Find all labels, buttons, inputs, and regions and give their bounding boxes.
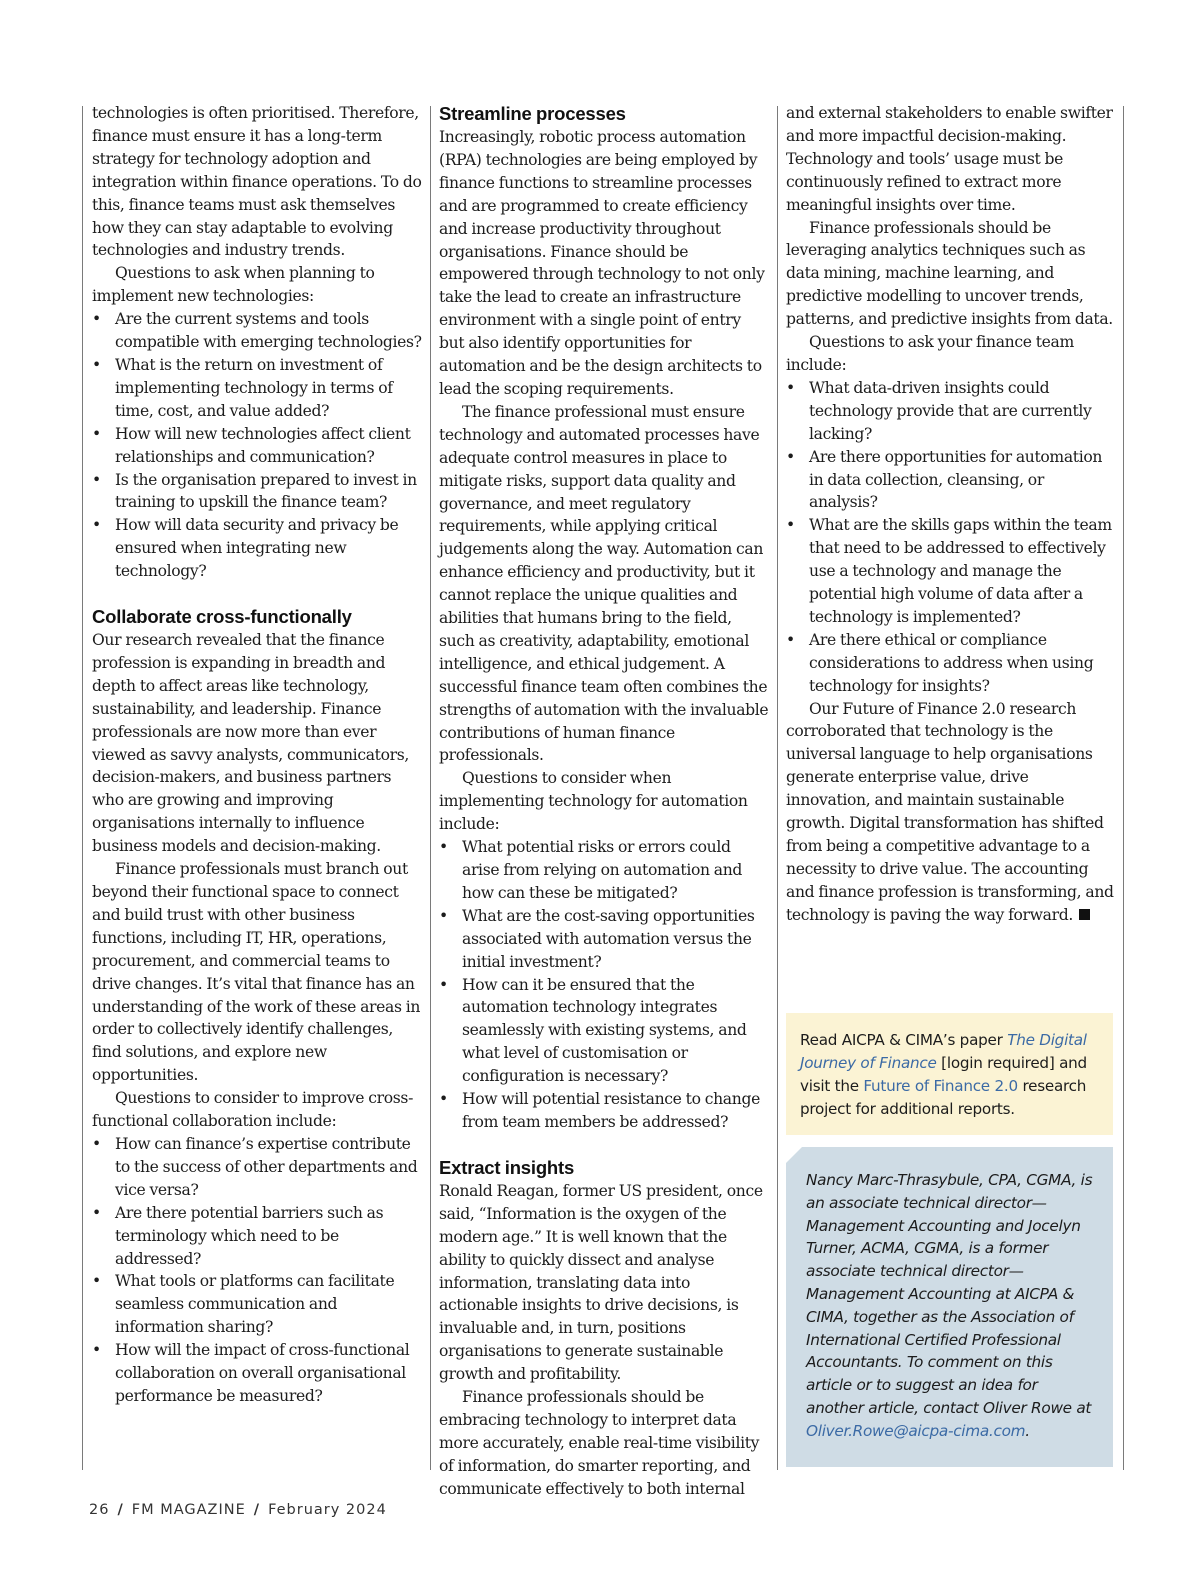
list-item-text: How can finance’s expertise contribute to the success of other departments and vice versa? xyxy=(115,1134,418,1199)
paragraph: Finance professionals should be leveraging analytics techniques such as data mining, machine learning, and predictive modelling to uncover trends, patterns, and predictive insights from data. xyxy=(786,218,1113,329)
list-item xyxy=(92,354,422,423)
magazine-name: FM MAGAZINE xyxy=(131,1502,246,1518)
bullet-icon: • xyxy=(92,470,101,489)
bullet-icon: • xyxy=(786,516,795,535)
issue-date: February 2024 xyxy=(268,1502,387,1518)
list-item xyxy=(92,1133,422,1202)
list-item xyxy=(92,514,422,583)
question-list xyxy=(786,377,1116,698)
bullet-icon: • xyxy=(786,378,795,397)
paragraph: technologies is often prioritised. Therefore, finance must ensure it has a long-term strategy for technology adoption and integration within finance operations. To do this, finance teams must ask themselves how they can stay adaptable to evolving technologies and industry trends. xyxy=(92,104,422,260)
list-item-text: What are the cost-saving opportunities associated with automation versus the initial investment? xyxy=(462,906,755,971)
column-rule-mid-left xyxy=(430,106,431,1470)
bullet-icon: • xyxy=(92,516,101,535)
paragraph: Ronald Reagan, former US president, once said, “Information is the oxygen of the modern age.” It is well known that the ability to quickly dissect and analyse information, translating data into actionable insights to drive decisions, is invaluable and, in turn, positions organisations to generate sustainable growth and profitability. xyxy=(439,1181,763,1384)
list-item-text: What potential risks or errors could arise from relying on automation and how can these be mitigated? xyxy=(462,838,743,902)
column-rule-mid-right xyxy=(777,106,778,1470)
article-column-2 xyxy=(439,102,769,1501)
author-bio-end: . xyxy=(1025,1421,1030,1440)
bullet-icon: • xyxy=(439,906,448,925)
article-column-1 xyxy=(92,102,422,1408)
section-heading: Streamline processes xyxy=(439,103,626,124)
paragraph: Finance professionals should be embracing technology to interpret data more accurately, enable real-time visibility of information, do smarter reporting, and communicate effectively to both internal xyxy=(439,1388,760,1498)
column-rule-right xyxy=(1123,106,1124,1470)
question-list xyxy=(439,836,769,1134)
bullet-icon: • xyxy=(92,310,101,329)
list-item-text: How will data security and privacy be ensured when integrating new technology? xyxy=(115,516,399,581)
list-item-text: How will new technologies affect client relationships and communication? xyxy=(115,424,411,466)
further-reading-callout xyxy=(786,1013,1113,1135)
end-mark-icon xyxy=(1079,909,1090,920)
bullet-icon: • xyxy=(92,355,101,374)
paragraph: Questions to consider to improve cross-functional collaboration include: xyxy=(92,1089,413,1131)
bullet-icon: • xyxy=(92,1203,101,1222)
page-footer xyxy=(89,1502,387,1518)
list-item-text: Is the organisation prepared to invest in training to upskill the finance team? xyxy=(115,470,417,512)
section-heading: Collaborate cross-functionally xyxy=(92,606,352,628)
list-item-text: What data-driven insights could technology provide that are currently lacking? xyxy=(809,378,1092,443)
bullet-icon: • xyxy=(786,447,795,466)
article-column-3 xyxy=(786,102,1116,927)
paragraph: Questions to ask when planning to implement new technologies: xyxy=(92,264,375,306)
bullet-icon: • xyxy=(439,975,448,994)
callout-text: [login required] and visit the xyxy=(800,1054,1087,1095)
list-item-text: Are the current systems and tools compatible with emerging technologies? xyxy=(115,310,422,352)
list-item xyxy=(786,514,1116,629)
paragraph: and external stakeholders to enable swifter and more impactful decision-making. Technology and tools’ usage must be continuously refined to extract more meaningful insights over time. xyxy=(786,104,1113,214)
page-number: 26 xyxy=(89,1502,110,1518)
list-item xyxy=(92,308,422,354)
callout-text: research project for additional reports. xyxy=(800,1077,1087,1118)
list-item xyxy=(92,1202,422,1271)
list-item-text: How will the impact of cross-functional collaboration on overall organisational performance be measured? xyxy=(115,1341,410,1405)
list-item xyxy=(92,1339,422,1408)
list-item xyxy=(439,905,769,974)
paragraph: Increasingly, robotic process automation (RPA) technologies are being employed by finance functions to streamline processes and are programmed to create efficiency and increase productivity throughout organisations. Finance should be empowered through technology to not only take the lead to create an infrastructure environment with a single point of entry but also identify opportunities for automation and be the design architects to lead the scoping requirements. xyxy=(439,128,765,398)
list-item xyxy=(439,1088,769,1134)
list-item-text: Are there opportunities for automation in data collection, cleansing, or analysis? xyxy=(809,447,1103,512)
bullet-icon: • xyxy=(92,1134,101,1153)
bullet-icon: • xyxy=(92,424,101,443)
list-item xyxy=(92,1270,422,1339)
paragraph: Questions to consider when implementing technology for automation include: xyxy=(439,769,748,834)
list-item-text: Are there ethical or compliance considerations to address when using technology for insights? xyxy=(809,630,1094,695)
section-heading: Extract insights xyxy=(439,1156,575,1178)
list-item xyxy=(92,469,422,515)
bullet-icon: • xyxy=(92,1272,101,1291)
bullet-icon: • xyxy=(439,1090,448,1109)
digital-journey-link[interactable]: The Digital Journey of Finance xyxy=(800,1031,1087,1072)
future-of-finance-link[interactable]: Future of Finance 2.0 xyxy=(863,1077,1018,1095)
list-item xyxy=(786,629,1116,698)
callout-text: Read AICPA & CIMA’s paper xyxy=(800,1031,1008,1049)
contact-email-link[interactable]: Oliver.Rowe@aicpa-cima.com xyxy=(806,1421,1026,1440)
footer-separator: / xyxy=(253,1502,261,1518)
list-item-text: Are there potential barriers such as terminology which need to be addressed? xyxy=(115,1203,384,1268)
paragraph: The finance professional must ensure technology and automated processes have adequate control measures in place to mitigate risks, support data quality and governance, and meet regulatory requirements, while applying critical judgements along the way. Automation can enhance efficiency and productivity, but it cannot replace the unique qualities and abilities that humans bring to the field, such as creativity, adaptability, emotional intelligence, and ethical judgement. A successful finance team often combines the strengths of automation with the invaluable contributions of human finance professionals. xyxy=(439,402,769,765)
bullet-icon: • xyxy=(786,630,795,649)
list-item xyxy=(439,974,769,1089)
list-item xyxy=(786,377,1116,446)
question-list xyxy=(92,308,422,583)
paragraph: Questions to ask your finance team include: xyxy=(786,333,1074,374)
bullet-icon: • xyxy=(92,1341,101,1360)
bullet-icon: • xyxy=(439,838,448,857)
list-item xyxy=(92,423,422,469)
paragraph-final xyxy=(786,698,1116,927)
column-rule-left xyxy=(82,106,83,1470)
question-list xyxy=(92,1133,422,1408)
list-item-text: How can it be ensured that the automation technology integrates seamlessly with existing systems, and what level of customisation or configuration is necessary? xyxy=(462,975,747,1086)
author-bio-text: Nancy Marc-Thrasybule, CPA, CGMA, is an associate technical director—Management Accounting and Jocelyn Turner, ACMA, CGMA, is a former associate technical director—Management Accounting at AICPA & CIMA, together as the Association of International Certified Professional Accountants. To comment on this article or to suggest an idea for another article, contact Oliver Rowe at xyxy=(806,1171,1093,1417)
list-item-text: How will potential resistance to change from team members be addressed? xyxy=(462,1090,760,1131)
footer-separator: / xyxy=(117,1502,124,1518)
folded-corner xyxy=(786,1147,802,1163)
paragraph: Our research revealed that the finance profession is expanding in breadth and depth to affect areas like technology, sustainability, and leadership. Finance professionals are now more than ever viewed as savvy analysts, communicators, decision-makers, and business partners who are growing and improving organisations internally to influence business models and decision-making. xyxy=(92,631,409,856)
paragraph-text: Our Future of Finance 2.0 research corroborated that technology is the universal language to help organisations generate enterprise value, drive innovation, and maintain sustainable growth. Digital transformation has shifted from being a competitive advantage to a necessity to drive value. The accounting and finance profession is transforming, and technology is paving the way forward. xyxy=(786,699,1114,924)
list-item xyxy=(786,446,1116,515)
list-item-text: What is the return on investment of implementing technology in terms of time, cost, and value added? xyxy=(115,355,393,420)
list-item xyxy=(439,836,769,905)
list-item-text: What are the skills gaps within the team that need to be addressed to effectively use a technology and manage the potential high volume of data after a technology is implemented? xyxy=(809,516,1112,626)
author-bio-box xyxy=(786,1147,1113,1467)
paragraph: Finance professionals must branch out beyond their functional space to connect and build trust with other business functions, including IT, HR, operations, procurement, and commercial teams to drive changes. It’s vital that finance has an understanding of the work of these areas in order to collectively identify challenges, find solutions, and explore new opportunities. xyxy=(92,860,421,1085)
list-item-text: What tools or platforms can facilitate seamless communication and information sharing? xyxy=(115,1272,395,1337)
